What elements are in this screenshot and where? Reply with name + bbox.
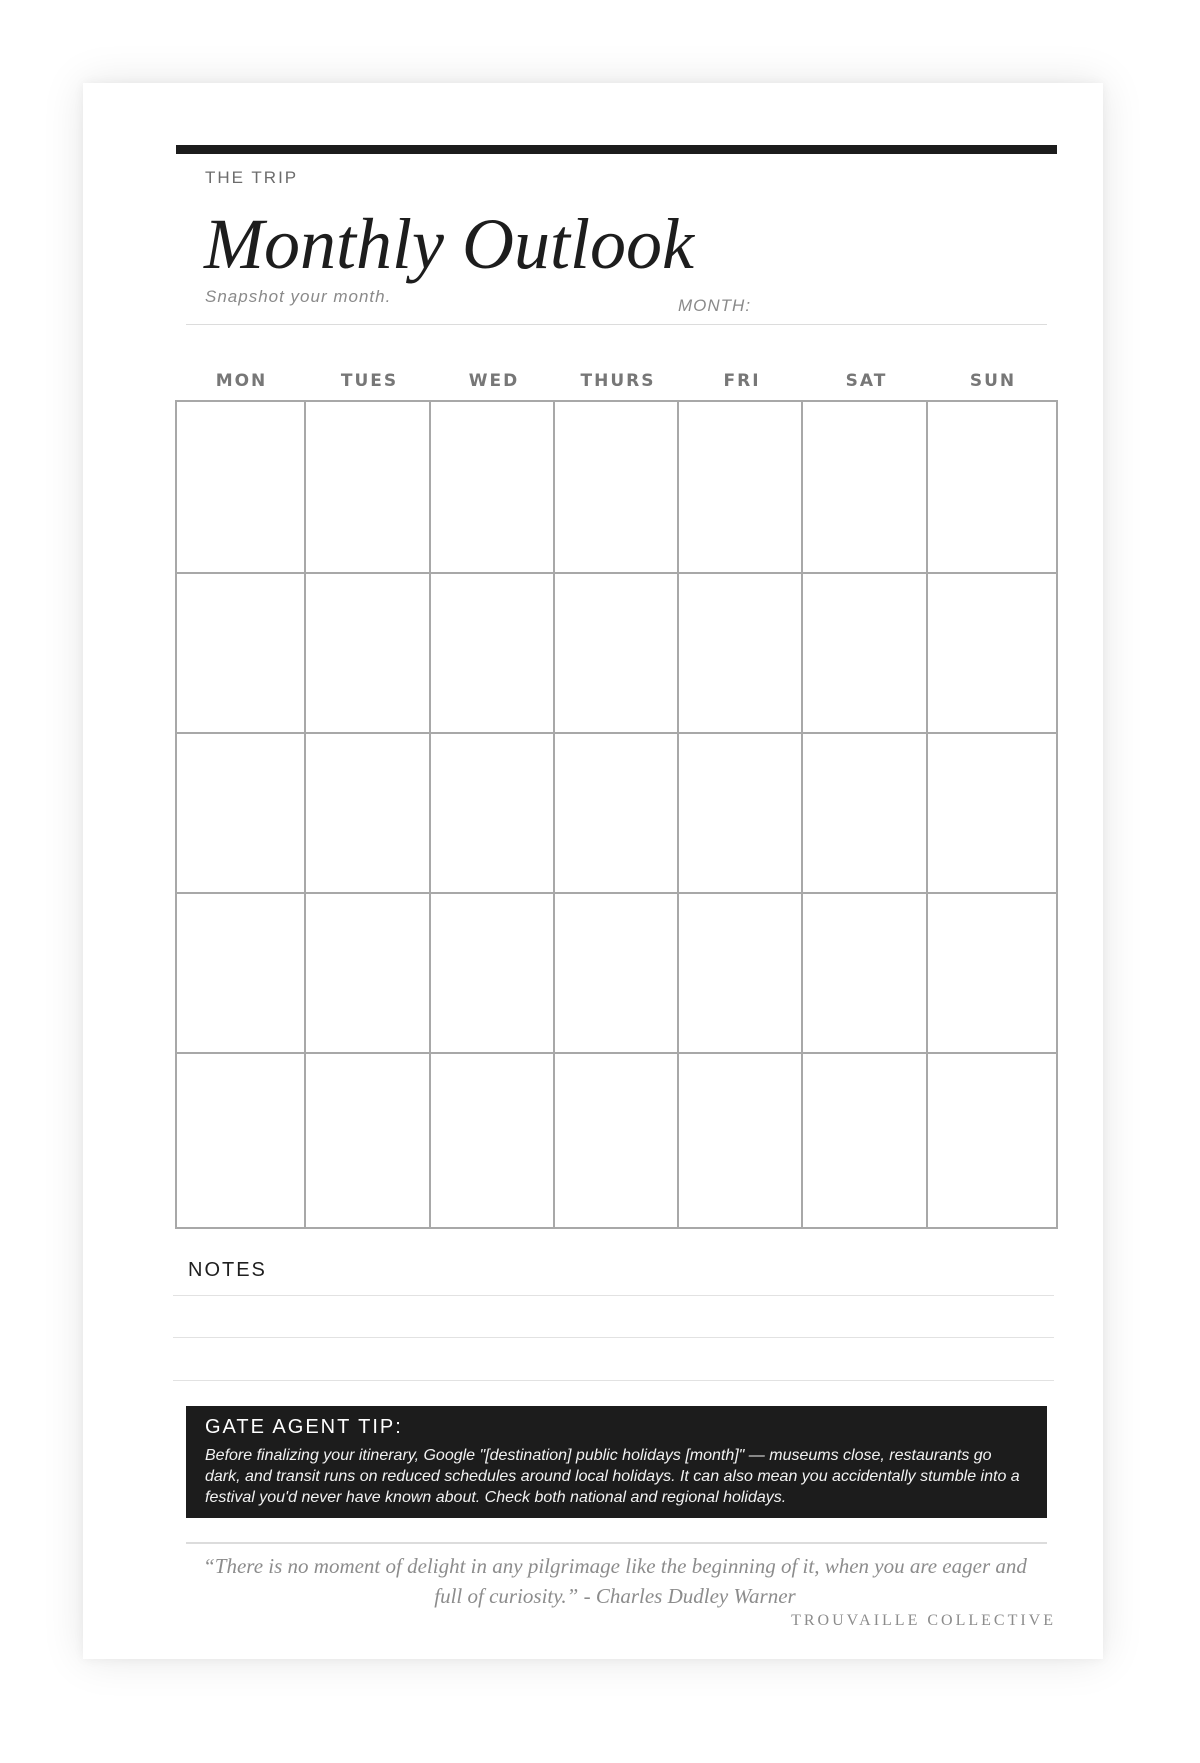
calendar-day-cell [803,1054,928,1227]
calendar-day-cell [177,1054,306,1227]
calendar-day-cell [177,574,306,734]
calendar-day-cell [928,894,1056,1054]
calendar-day-cell [431,402,555,574]
calendar-day-cell [306,574,431,734]
notes-line [173,1380,1054,1381]
calendar-day-cell [431,574,555,734]
notes-label: NOTES [188,1259,267,1281]
header-divider [186,324,1047,325]
calendar-day-cell [555,894,679,1054]
calendar-day-cell [306,1054,431,1227]
weekday-tues: TUES [340,371,399,391]
calendar-day-cell [431,894,555,1054]
calendar-day-cell [306,402,431,574]
weekday-sat: SAT [845,371,888,391]
calendar-day-cell [803,734,928,894]
calendar-day-cell [679,894,803,1054]
gate-agent-tip-box [186,1406,1047,1518]
calendar-day-cell [928,1054,1056,1227]
quote-divider [186,1542,1047,1544]
calendar-day-cell [928,402,1056,574]
calendar-day-cell [177,734,306,894]
calendar-day-cell [803,402,928,574]
calendar-day-cell [555,734,679,894]
weekday-thurs: THURS [580,371,656,391]
calendar-day-cell [679,574,803,734]
tip-body: Before finalizing your itinerary, Google "[destination] public holidays [month]" — museums close, restaurants go dark, and transit runs on reduced schedules around local holidays. It can also mean you accidentally stumble into a festival you'd never have known about. Check both national and regional holidays. [205,1447,1020,1506]
month-label: MONTH: [678,296,752,315]
brand-name: TROUVAILLE COLLECTIVE [791,1612,1056,1629]
weekday-header-row [176,371,1057,391]
calendar-day-cell [555,574,679,734]
calendar-day-cell [679,734,803,894]
tip-title: GATE AGENT TIP: [205,1416,403,1438]
calendar-day-cell [555,402,679,574]
calendar-day-cell [431,1054,555,1227]
calendar-grid [175,400,1058,1229]
calendar-day-cell [177,402,306,574]
page-title: Monthly Outlook [204,204,694,284]
calendar-day-cell [555,1054,679,1227]
weekday-fri: FRI [723,371,761,391]
page-subtitle: Snapshot your month. [205,287,392,306]
calendar-day-cell [679,402,803,574]
weekday-sun: SUN [969,371,1017,391]
notes-line [173,1337,1054,1338]
calendar-day-cell [306,734,431,894]
top-rule [176,145,1057,154]
notes-line [173,1295,1054,1296]
calendar-day-cell [306,894,431,1054]
weekday-wed: WED [468,371,520,391]
calendar-day-cell [177,894,306,1054]
calendar-day-cell [679,1054,803,1227]
weekday-mon: MON [215,371,268,391]
calendar-day-cell [803,894,928,1054]
calendar-day-cell [928,574,1056,734]
calendar-day-cell [928,734,1056,894]
quote-text: “There is no moment of delight in any pilgrimage like the beginning of it, when you are eager and full of curiosity.” - Charles Dudley Warner [203,1554,1027,1608]
section-eyebrow: THE TRIP [205,168,299,187]
calendar-day-cell [431,734,555,894]
calendar-day-cell [803,574,928,734]
